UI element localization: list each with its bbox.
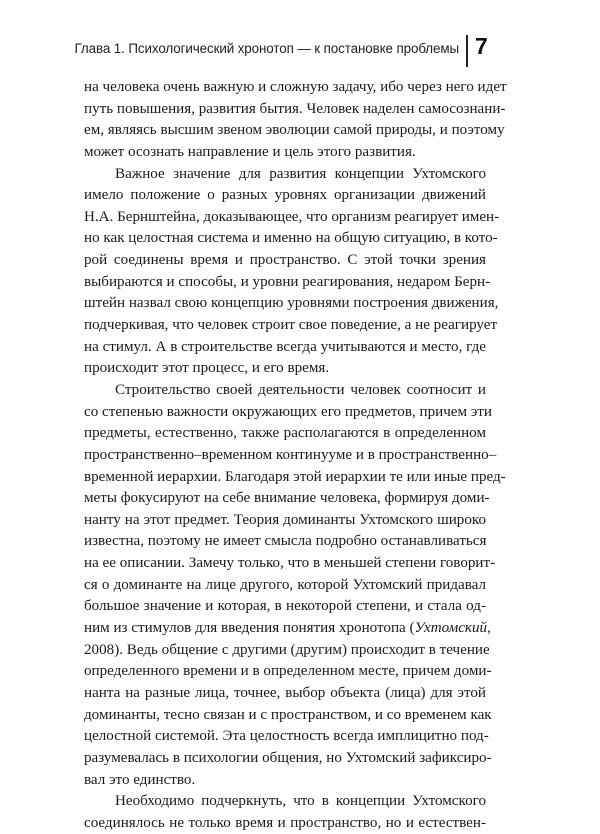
- text-line: известна, поэтому не имеет смысла подробно останавливаться: [84, 533, 487, 550]
- text-line: соединялось не только время и пространство, но и естествен-: [84, 814, 486, 831]
- text-line: меты фокусируют на себе внимание человека, формируя доми-: [84, 490, 490, 507]
- text-line: на человека очень важную и сложную задачу, ибо через него идет: [84, 79, 507, 95]
- citation-author: Ухтомский: [414, 620, 488, 637]
- text-line: ся о доминанте на лице другого, которой Ухтомский придавал: [84, 576, 486, 593]
- paragraph: [84, 380, 506, 791]
- paragraph: [84, 164, 500, 380]
- body-text: [84, 77, 507, 834]
- text-line: происходит этот процесс, и его время.: [84, 360, 330, 377]
- text-line: может осознать направление и цель этого развития.: [84, 143, 416, 160]
- text-line: доминанты, тесно связан и с пространством, и со временем как: [84, 706, 492, 723]
- text-line: Необходимо подчеркнуть, что в концепции Ухтомского: [115, 793, 486, 810]
- paragraph: [84, 77, 507, 164]
- paragraph: [84, 791, 486, 834]
- text-line: большое значение и которая, в некоторой степени, и стала од-: [84, 598, 486, 615]
- citation-punctuation: ,: [487, 620, 491, 637]
- text-line: нанта на разные лица, точнее, выбор объекта (лица) для этой: [84, 684, 486, 701]
- text-line: на ее описании. Замечу только, что в меньшей степени говорит-: [84, 555, 496, 572]
- running-title: Глава 1. Психологический хронотоп — к постановке проблемы: [74, 41, 459, 56]
- text-line: временной иерархии. Благодаря этой иерархии те или иные пред-: [84, 468, 506, 485]
- text-line: Строительство своей деятельности человек соотносит и: [115, 381, 486, 398]
- text-line: целостной системой. Эта целостность всегда имплицитно под-: [84, 728, 489, 745]
- text-line-with-citation: [84, 618, 491, 640]
- text-line: имело положение о разных уровнях организации движений: [84, 187, 486, 204]
- text-line: Важное значение для развития концепции Ухтомского: [115, 165, 486, 182]
- text-line: пространственно–временном континууме и в пространственно–: [84, 446, 497, 463]
- header-divider: [466, 35, 468, 67]
- text-line: нанту на этот предмет. Теория доминанты Ухтомского широко: [84, 511, 486, 528]
- text-line: рой соединены время и пространство. С этой точки зрения: [84, 252, 486, 269]
- text-line: выбираются и способы, и уровни реагирования, недаром Берн-: [84, 273, 491, 290]
- text-line: на стимул. А в строительстве всегда учитываются и место, где: [84, 338, 486, 355]
- text-line: вал это единство.: [84, 771, 196, 788]
- text-line: ем, являясь высшим звеном эволюции самой природы, и поэтому: [84, 122, 505, 139]
- page-number: 7: [475, 33, 488, 59]
- text-line: 2008). Ведь общение с другими (другим) происходит в течение: [84, 641, 490, 658]
- text-fragment: ним из стимулов для введения понятия хронотопа (: [84, 620, 415, 637]
- text-line: подчеркивая, что человек строит свое поведение, а не реагирует: [84, 317, 498, 334]
- text-line: предметы, естественно, также располагаются в определенном: [84, 425, 486, 442]
- text-line: со степенью важности окружающих его предметов, причем эти: [84, 403, 492, 420]
- text-line: но как целостная система и именно на общую ситуацию, в кото-: [84, 230, 498, 247]
- text-line: путь повышения, развития бытия. Человек наделен самосознани-: [84, 100, 506, 117]
- text-line: штейн назвал свою концепцию уровнями построения движения,: [84, 295, 499, 312]
- text-line: определенного времени и в определенном месте, причем доми-: [84, 663, 492, 680]
- text-line: Н.А. Бернштейна, доказывающее, что организм реагирует имен-: [84, 208, 500, 225]
- text-line: разумевалась в психологии общения, но Ухтомский зафиксиро-: [84, 749, 492, 766]
